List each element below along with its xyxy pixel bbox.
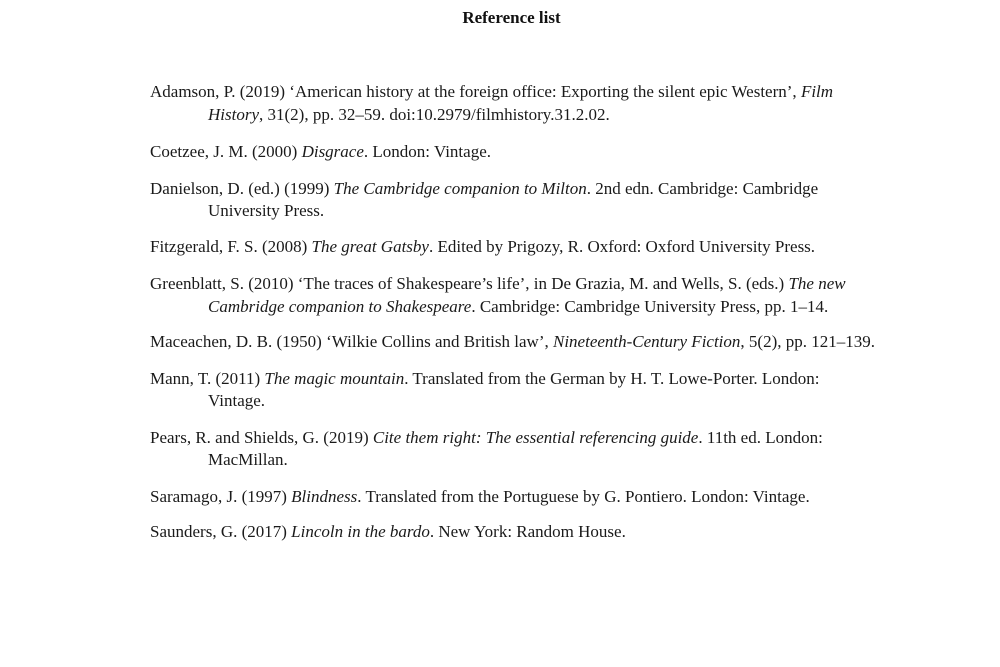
reference-source-title: Blindness [291,486,358,506]
reference-text: . New York: Random House. [429,522,626,541]
reference-source-title: Film History [208,82,834,124]
reference-item [150,521,880,544]
reference-source-title: The great Gatsby [311,236,429,256]
reference-text: , 31(2), pp. 32–59. doi:10.2979/filmhistory.31.2.02. [259,104,610,124]
reference-text: , 5(2), pp. 121–139. [740,332,875,351]
reference-text: . Translated from the Portuguese by G. Pontiero. London: Vintage. [357,486,810,506]
reference-source-title: Lincoln in the bardo [291,522,430,541]
reference-source-title: Disgrace [301,142,364,161]
reference-item [150,273,880,318]
reference-text: . 2nd edn. Cambridge: Cambridge University Press. [208,178,819,220]
reference-source-title: The new Cambridge companion to Shakespeare [208,274,846,316]
reference-text: Pears, R. and Shields, G. (2019) [150,427,373,447]
reference-item [150,486,880,509]
reference-source-title: Cite them right: The essential referencing guide [372,427,699,447]
reference-list [150,81,880,544]
reference-item [150,368,880,413]
reference-text: Greenblatt, S. (2010) ‘The traces of Shakespeare’s life’, in De Grazia, M. and Wells, S. (eds.) [150,274,789,293]
reference-text: . Translated from the German by H. T. Lowe-Porter. London: Vintage. [208,368,820,410]
reference-item [150,141,880,164]
reference-text: Saramago, J. (1997) [150,486,292,506]
page-title: Reference list [462,8,561,27]
reference-item [150,427,880,472]
reference-text: . Edited by Prigozy, R. Oxford: Oxford University Press. [428,236,816,256]
reference-text: Mann, T. (2011) [150,368,265,388]
reference-text: Adamson, P. (2019) ‘American history at the foreign office: Exporting the silent epic Western’, [150,82,801,101]
reference-item [150,81,880,126]
reference-text: . London: Vintage. [363,142,491,161]
reference-source-title: The magic mountain [264,368,405,388]
reference-source-title: The Cambridge companion to Milton [333,178,587,198]
reference-text: Maceachen, D. B. (1950) ‘Wilkie Collins and British law’, [150,332,553,351]
reference-text: Danielson, D. (ed.) (1999) [150,178,334,198]
reference-item [150,331,880,354]
reference-text: . 11th ed. London: MacMillan. [208,427,823,469]
reference-item [150,236,880,259]
reference-item [150,178,880,223]
reference-source-title: Nineteenth-Century Fiction [552,332,741,351]
reference-text: . Cambridge: Cambridge University Press, pp. 1–14. [471,296,829,316]
reference-text: Saunders, G. (2017) [150,522,292,541]
reference-text: Coetzee, J. M. (2000) [150,142,302,161]
reference-text: Fitzgerald, F. S. (2008) [150,236,312,256]
